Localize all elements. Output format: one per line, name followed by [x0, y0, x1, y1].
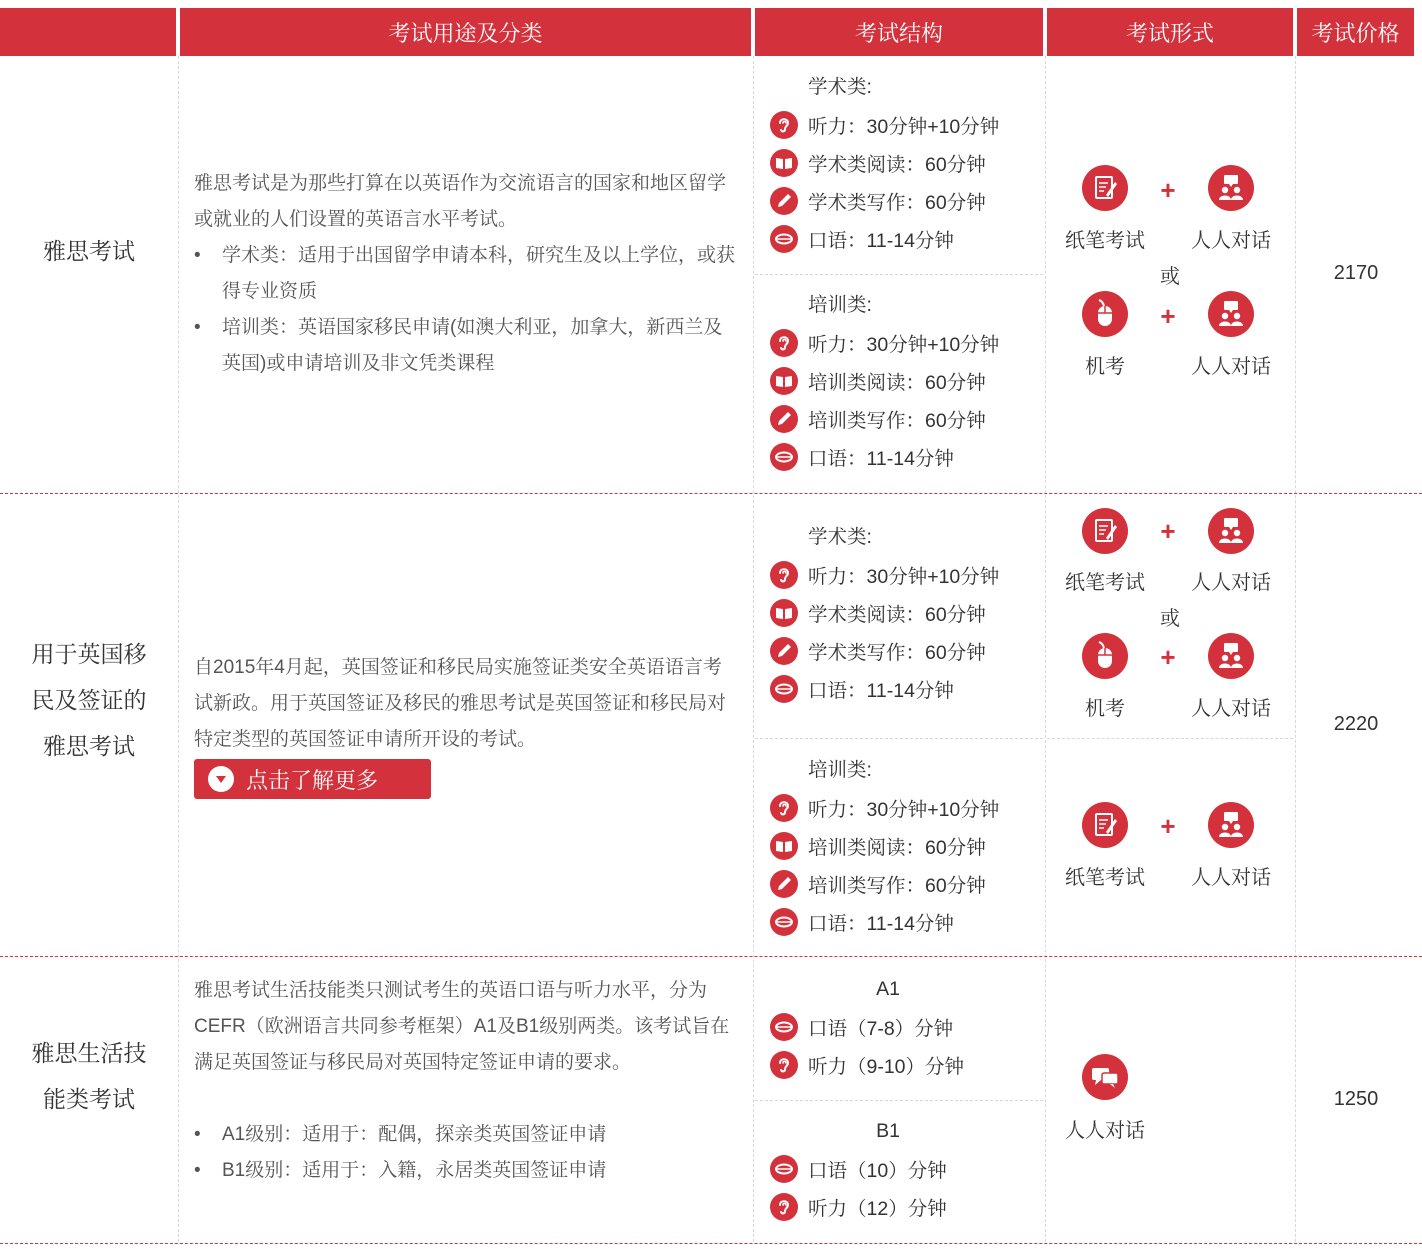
header-structure: 考试结构: [755, 8, 1043, 56]
pencil-icon: [770, 870, 798, 898]
structure-item: [770, 438, 1040, 476]
format-label: 纸笔考试: [1065, 867, 1145, 889]
row-divider: [0, 1243, 1422, 1244]
exam-description: [194, 166, 736, 382]
structure-item-label: 口语（10）分钟: [808, 1160, 947, 1182]
plus-sign: +: [1160, 301, 1176, 331]
bullet-item: • 培训类：英语国家移民申请(如澳大利亚，加拿大，新西兰及英国)或申请培训及非文凭类课程: [194, 310, 736, 382]
structure-item: [770, 865, 1040, 903]
ear-icon: [770, 111, 798, 139]
people-icon: [1208, 633, 1254, 679]
exam-name-line: 雅思生活技: [31, 1040, 147, 1066]
structure-category: 培训类:: [808, 294, 872, 316]
paper-test-icon: [1082, 165, 1128, 211]
exam-name-line: 雅思考试: [43, 733, 135, 759]
structure-item: [770, 324, 1040, 362]
structure-item-label: 学术类阅读：60分钟: [808, 154, 986, 176]
structure-item-label: 听力（12）分钟: [808, 1198, 947, 1220]
exam-name-line: 民及签证的: [31, 687, 147, 713]
or-label: 或: [1160, 608, 1180, 630]
cell-divider: [755, 1100, 1043, 1101]
structure-item: [770, 400, 1040, 438]
people-icon: [1208, 802, 1254, 848]
ear-icon: [770, 794, 798, 822]
structure-item: [770, 220, 1040, 258]
format-label: 机考: [1085, 698, 1125, 720]
structure-item-label: 口语：11-14分钟: [808, 680, 954, 702]
cell-divider: [755, 738, 1043, 739]
structure-item: [770, 556, 1040, 594]
structure-item-label: 口语（7-8）分钟: [808, 1018, 954, 1040]
structure-item-label: 学术类写作：60分钟: [808, 642, 986, 664]
format-label: 人人对话: [1065, 1120, 1145, 1142]
mouse-icon: [1082, 633, 1128, 679]
structure-item-label: 听力：30分钟+10分钟: [808, 566, 1000, 588]
header-price: 考试价格: [1297, 8, 1414, 56]
format-label: 人人对话: [1191, 572, 1271, 594]
description-text: 雅思考试是为那些打算在以英语作为交流语言的国家和地区留学或就业的人们设置的英语言水平考试。: [194, 173, 727, 230]
paper-test-icon: [1082, 508, 1128, 554]
exam-structure-academic: [770, 68, 1040, 258]
pencil-icon: [770, 637, 798, 665]
structure-item: [770, 632, 1040, 670]
lips-icon: [770, 675, 798, 703]
structure-item-label: 听力：30分钟+10分钟: [808, 334, 1000, 356]
exam-name: 雅思考试: [43, 238, 135, 264]
format-label: 纸笔考试: [1065, 230, 1145, 252]
structure-item-label: 口语：11-14分钟: [808, 230, 954, 252]
bullet-item: • A1级别：适用于：配偶，探亲类英国签证申请: [194, 1117, 736, 1153]
lips-icon: [770, 908, 798, 936]
structure-item-label: 培训类写作：60分钟: [808, 410, 986, 432]
structure-category: 学术类:: [808, 76, 872, 98]
structure-item-label: 培训类写作：60分钟: [808, 875, 986, 897]
structure-item-label: 培训类阅读：60分钟: [808, 372, 986, 394]
paper-test-icon: [1082, 802, 1128, 848]
structure-item-label: 听力：30分钟+10分钟: [808, 116, 1000, 138]
structure-item: [770, 903, 1040, 941]
plus-sign: +: [1160, 642, 1176, 672]
learn-more-label: 点击了解更多: [246, 767, 379, 793]
lips-icon: [770, 225, 798, 253]
lips-icon: [770, 1155, 798, 1183]
exam-structure-general: [770, 286, 1040, 476]
ear-icon: [770, 329, 798, 357]
exam-name-line: 能类考试: [43, 1086, 135, 1112]
row-divider: [0, 493, 1422, 494]
exam-description: [194, 973, 736, 1189]
exam-structure-academic: [770, 518, 1040, 708]
header-format: 考试形式: [1047, 8, 1293, 56]
learn-more-button[interactable]: [194, 759, 431, 799]
exam-structure-b1: [770, 1112, 1040, 1226]
column-divider: [1295, 56, 1296, 1242]
structure-item: [770, 1188, 1040, 1226]
people-icon: [1208, 165, 1254, 211]
structure-item-label: 听力（9-10）分钟: [808, 1056, 965, 1078]
structure-item-label: 口语：11-14分钟: [808, 913, 954, 935]
bullet-item: • 学术类：适用于出国留学申请本科，研究生及以上学位，或获得专业资质: [194, 238, 736, 310]
format-label: 人人对话: [1191, 867, 1271, 889]
plus-sign: +: [1160, 516, 1176, 546]
format-label: 人人对话: [1191, 356, 1271, 378]
chevron-down-icon: [208, 766, 234, 792]
structure-item: [770, 144, 1040, 182]
structure-item: [770, 1150, 1040, 1188]
format-label: 人人对话: [1191, 230, 1271, 252]
structure-item: [770, 106, 1040, 144]
chat-bubbles-icon: [1082, 1054, 1128, 1100]
structure-item: [770, 827, 1040, 865]
structure-item-label: 听力：30分钟+10分钟: [808, 799, 1000, 821]
book-icon: [770, 599, 798, 627]
header-usage: 考试用途及分类: [180, 8, 751, 56]
or-label: 或: [1160, 266, 1180, 288]
structure-item-label: 学术类写作：60分钟: [808, 192, 986, 214]
exam-price: 2170: [1333, 262, 1379, 284]
description-text: 自2015年4月起，英国签证和移民局实施签证类安全英语语言考试新政。用于英国签证及移民的雅思考试是英国签证和移民局对特定类型的英国签证申请所开设的考试。: [194, 657, 727, 750]
exam-price: 2220: [1333, 713, 1379, 735]
book-icon: [770, 367, 798, 395]
structure-item: [770, 594, 1040, 632]
exam-name: [0, 1030, 178, 1122]
header-blank-cell: [0, 8, 176, 56]
exam-price: 1250: [1333, 1088, 1379, 1110]
lips-icon: [770, 1013, 798, 1041]
exam-description: [194, 650, 736, 758]
plus-sign: +: [1160, 175, 1176, 205]
structure-category: B1: [876, 1120, 900, 1142]
lips-icon: [770, 443, 798, 471]
people-icon: [1208, 508, 1254, 554]
column-divider: [753, 56, 754, 1242]
book-icon: [770, 832, 798, 860]
exam-name-line: 用于英国移: [31, 641, 147, 667]
pencil-icon: [770, 405, 798, 433]
pencil-icon: [770, 187, 798, 215]
structure-item: [770, 362, 1040, 400]
plus-sign: +: [1160, 811, 1176, 841]
format-label: 机考: [1085, 356, 1125, 378]
structure-category: 培训类:: [808, 759, 872, 781]
description-text: 雅思考试生活技能类只测试考生的英语口语与听力水平，分为CEFR（欧洲语言共同参考框架）A1及B1级别两类。该考试旨在满足英国签证与移民局对英国特定签证申请的要求。: [194, 980, 730, 1073]
row-divider: [0, 956, 1422, 957]
bullet-item: • B1级别：适用于：入籍，永居类英国签证申请: [194, 1153, 736, 1189]
format-label: 人人对话: [1191, 698, 1271, 720]
format-label: 纸笔考试: [1065, 572, 1145, 594]
exam-name: [0, 631, 178, 769]
structure-item-label: 口语：11-14分钟: [808, 448, 954, 470]
ear-icon: [770, 1051, 798, 1079]
structure-item: [770, 1008, 1040, 1046]
exam-structure-general: [770, 751, 1040, 941]
structure-item-label: 学术类阅读：60分钟: [808, 604, 986, 626]
structure-item: [770, 182, 1040, 220]
column-divider: [178, 56, 179, 1242]
ear-icon: [770, 1193, 798, 1221]
structure-item: [770, 789, 1040, 827]
people-icon: [1208, 291, 1254, 337]
book-icon: [770, 149, 798, 177]
structure-item: [770, 1046, 1040, 1084]
structure-item-label: 培训类阅读：60分钟: [808, 837, 986, 859]
exam-structure-a1: [770, 970, 1040, 1084]
structure-category: 学术类:: [808, 526, 872, 548]
cell-divider: [755, 274, 1043, 275]
ear-icon: [770, 561, 798, 589]
cell-divider: [1047, 738, 1293, 739]
mouse-icon: [1082, 291, 1128, 337]
structure-category: A1: [876, 978, 900, 1000]
structure-item: [770, 670, 1040, 708]
